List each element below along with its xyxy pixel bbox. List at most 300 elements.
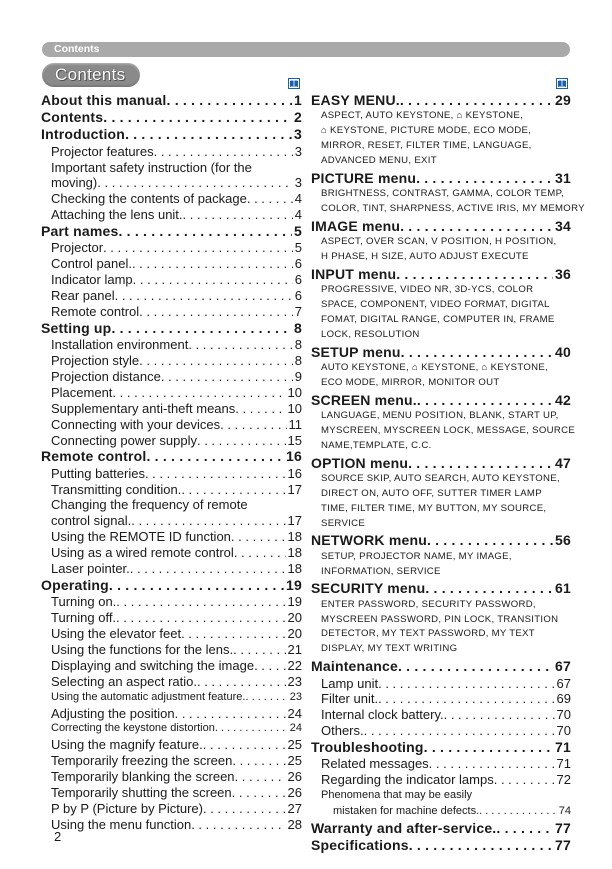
- description-line: SOURCE SKIP, AUTO SEARCH, AUTO KEYSTONE,: [321, 472, 560, 484]
- toc-subsection-entry[interactable]: [41, 817, 302, 833]
- toc-entry-title: Connecting power supply: [51, 432, 197, 448]
- toc-section-entry[interactable]: [311, 455, 571, 472]
- toc-page-number: 26: [287, 769, 302, 785]
- dot-leader: [181, 626, 285, 642]
- dot-leader: [232, 785, 286, 801]
- description-line: SETUP, PROJECTOR NAME, MY IMAGE,: [321, 550, 512, 562]
- toc-subsection-entry[interactable]: [41, 706, 302, 722]
- toc-entry-title: Selecting an aspect ratio.: [51, 673, 197, 689]
- toc-section-entry[interactable]: [41, 92, 302, 109]
- toc-subsection-entry[interactable]: [41, 385, 302, 401]
- toc-subsection-entry[interactable]: [41, 801, 302, 817]
- description-line: TIME, FILTER TIME, MY BUTTON, MY SOURCE,: [321, 502, 547, 514]
- toc-entry-title: mistaken for machine defects.: [333, 805, 480, 818]
- toc-page-number: 72: [556, 772, 571, 788]
- toc-entry-title: INPUT menu: [311, 265, 397, 282]
- dot-leader: [396, 266, 553, 283]
- dot-leader: [109, 577, 284, 594]
- toc-page-number: 8: [294, 337, 302, 353]
- toc-entry-title: Laser pointer.: [51, 561, 130, 577]
- toc-subsection-entry[interactable]: [41, 160, 302, 192]
- toc-entry-title: Temporarily blanking the screen: [51, 769, 235, 785]
- description-line: AUTO KEYSTONE, ⌂ KEYSTONE, ⌂ KEYSTONE,: [321, 361, 549, 373]
- toc-page-number: 22: [287, 657, 302, 673]
- toc-subsection-entry[interactable]: [311, 691, 571, 707]
- book-icon: [288, 78, 300, 89]
- toc-entry-title: About this manual: [41, 92, 167, 108]
- toc-section-entry[interactable]: [311, 532, 571, 549]
- dot-leader: [427, 532, 553, 549]
- toc-entry-title: Troubleshooting: [311, 739, 424, 756]
- dot-leader: [378, 691, 554, 707]
- toc-entry-title: SETUP menu: [311, 343, 401, 360]
- toc-page-number: 69: [556, 691, 571, 707]
- dot-leader: [139, 304, 293, 320]
- dot-leader: [197, 433, 286, 449]
- toc-page-number: 18: [287, 561, 302, 577]
- dot-leader: [125, 126, 292, 143]
- toc-entry-title: Indicator lamp: [51, 272, 133, 288]
- toc-entry-title: Contents: [41, 109, 104, 126]
- book-icon: [556, 78, 568, 89]
- toc-page-number: 34: [555, 217, 571, 234]
- toc-page-number: 17: [287, 513, 302, 529]
- dot-leader: [111, 320, 292, 337]
- toc-section-entry[interactable]: [311, 92, 571, 109]
- toc-entry-title: Related messages: [321, 756, 429, 772]
- toc-page-number: 16: [287, 465, 302, 481]
- toc-entry-title: Temporarily freezing the screen: [51, 753, 233, 769]
- menu-item-description: [311, 235, 571, 265]
- dot-leader: [235, 769, 286, 785]
- toc-entry-title: PICTURE menu: [311, 169, 417, 186]
- toc-page-number: 77: [555, 837, 571, 854]
- toc-subsection-entry[interactable]: [41, 658, 302, 674]
- toc-subsection-entry[interactable]: [41, 753, 302, 769]
- dot-leader: [175, 706, 286, 722]
- toc-page-number: 5: [294, 240, 302, 256]
- toc-page-number: 5: [294, 223, 302, 240]
- dot-leader: [118, 223, 292, 240]
- toc-page-number: 6: [294, 256, 302, 272]
- toc-section-entry[interactable]: [41, 126, 302, 143]
- page-number: 2: [54, 829, 62, 844]
- toc-entry-title: Specifications: [311, 837, 409, 854]
- description-line: DIRECT ON, AUTO OFF, SUTTER TIMER LAMP: [321, 487, 542, 499]
- toc-entry-title: Turning on.: [51, 594, 117, 610]
- section-header-bar: [42, 42, 570, 57]
- toc-entry-title: Projector: [51, 240, 104, 256]
- toc-entry-title: Temporarily shutting the screen: [51, 785, 232, 801]
- toc-page-number: 1: [294, 92, 302, 108]
- toc-page-number: 19: [286, 576, 302, 593]
- toc-page-number: 24: [287, 705, 302, 721]
- toc-subsection-entry[interactable]: [41, 191, 302, 207]
- menu-item-description: [311, 409, 576, 454]
- toc-subsection-entry[interactable]: [41, 272, 302, 288]
- toc-section-entry[interactable]: [311, 820, 571, 837]
- toc-entry-title: Connecting with your devices: [51, 416, 221, 432]
- toc-entry-title: Checking the contents of package: [51, 191, 247, 207]
- menu-item-description: [311, 361, 571, 391]
- toc-page-number: 71: [556, 756, 571, 772]
- toc-page-number: 4: [294, 191, 302, 207]
- toc-subsection-entry[interactable]: [311, 723, 571, 739]
- toc-entry-title: OPTION menu: [311, 454, 409, 471]
- toc-subsection-entry[interactable]: [41, 497, 302, 529]
- toc-section-entry[interactable]: [311, 392, 571, 409]
- dot-leader: [188, 337, 292, 353]
- toc-entry-title: Using as a wired remote control: [51, 545, 234, 561]
- toc-entry-title: Using the automatic adjustment feature.: [51, 690, 246, 703]
- toc-page-number: 6: [294, 288, 302, 304]
- description-line: ASPECT, OVER SCAN, V POSITION, H POSITION,: [321, 236, 557, 248]
- description-line: MYSCREEN, MYSCREEN LOCK, MESSAGE, SOURCE: [321, 424, 576, 436]
- toc-section-entry[interactable]: [311, 266, 571, 283]
- toc-subsection-entry[interactable]: [41, 785, 302, 801]
- toc-page-number: 42: [555, 391, 571, 408]
- toc-entry-title: Installation environment: [51, 337, 189, 353]
- toc-page-number: 10: [287, 400, 302, 416]
- dot-leader: [247, 191, 293, 207]
- toc-subsection-entry[interactable]: [41, 721, 302, 737]
- toc-page-number: 77: [555, 819, 571, 836]
- toc-page-number: 11: [288, 416, 302, 432]
- toc-subsection-entry[interactable]: [41, 304, 302, 320]
- toc-entry-title-line: Phenomena that may be easily: [321, 789, 473, 802]
- toc-section-entry[interactable]: [311, 837, 571, 854]
- toc-entry-title: Using the elevator feet: [51, 625, 182, 641]
- toc-subsection-entry[interactable]: [311, 772, 571, 788]
- toc-page-number: 28: [287, 816, 302, 832]
- toc-section-entry[interactable]: [311, 658, 571, 675]
- toc-page-number: 26: [287, 785, 302, 801]
- toc-page-number: 31: [555, 169, 571, 186]
- toc-page-number: 21: [287, 641, 302, 657]
- dot-leader: [234, 545, 286, 561]
- dot-leader: [191, 817, 285, 833]
- toc-subsection-entry[interactable]: [41, 369, 302, 385]
- toc-page-number: 4: [294, 207, 302, 223]
- toc-page-number: 67: [555, 658, 571, 675]
- dot-leader: [429, 756, 555, 772]
- toc-entry-title: Putting batteries: [51, 465, 145, 481]
- dot-leader: [444, 707, 555, 723]
- toc-page-number: 16: [286, 448, 302, 465]
- toc-page-number: 8: [294, 352, 302, 368]
- dot-leader: [146, 448, 284, 465]
- description-line: ASPECT, AUTO KEYSTONE, ⌂ KEYSTONE,: [321, 110, 524, 122]
- menu-item-description: [311, 598, 571, 658]
- toc-page-number: 71: [555, 739, 571, 756]
- dot-leader: [132, 256, 293, 272]
- description-line: ADVANCED MENU, EXIT: [321, 154, 437, 166]
- toc-subsection-entry[interactable]: [41, 482, 302, 498]
- toc-subsection-entry[interactable]: [41, 594, 302, 610]
- toc-page-number: 23: [289, 690, 302, 703]
- dot-leader: [231, 529, 286, 545]
- dot-leader: [496, 820, 553, 837]
- toc-section-entry[interactable]: [41, 223, 302, 240]
- toc-entry-title: control signal.: [51, 513, 132, 529]
- toc-page-number: 20: [287, 610, 302, 626]
- dot-leader: [203, 801, 286, 817]
- toc-page-number: 15: [287, 432, 302, 448]
- toc-entry-title: Supplementary anti-theft means: [51, 400, 236, 416]
- toc-subsection-entry[interactable]: [41, 433, 302, 449]
- menu-item-description: [311, 550, 571, 580]
- dot-leader: [130, 561, 286, 577]
- description-line: ⌂ KEYSTONE, PICTURE MODE, ECO MODE,: [321, 125, 532, 137]
- toc-page-number: 40: [555, 343, 571, 360]
- toc-section-entry[interactable]: [311, 218, 571, 235]
- menu-item-description: [311, 109, 571, 169]
- description-line: NAME,TEMPLATE, C.C.: [321, 439, 432, 451]
- toc-entry-title: Lamp unit: [321, 675, 379, 691]
- toc-page-number: 9: [294, 368, 302, 384]
- dot-leader: [479, 804, 557, 820]
- toc-page-number: 10: [287, 384, 302, 400]
- toc-subsection-entry[interactable]: [41, 690, 302, 706]
- dot-leader: [133, 272, 293, 288]
- toc-page-number: 8: [294, 319, 302, 336]
- toc-entry-title: Remote control: [41, 448, 147, 465]
- toc-page-number: 47: [555, 454, 571, 471]
- toc-subsection-entry[interactable]: [41, 417, 302, 433]
- toc-entry-title: Rear panel: [51, 288, 115, 304]
- toc-section-entry[interactable]: [311, 580, 571, 597]
- toc-right-column: [311, 92, 585, 854]
- toc-subsection-entry[interactable]: [41, 288, 302, 304]
- toc-entry-title: Control panel.: [51, 256, 132, 272]
- toc-page-number: 25: [287, 737, 302, 753]
- toc-subsection-entry[interactable]: [41, 610, 302, 626]
- description-line: INFORMATION, SERVICE: [321, 565, 441, 577]
- toc-entry-title: Placement: [51, 384, 113, 400]
- description-line: FOMAT, DIGITAL RANGE, COMPUTER IN, FRAME: [321, 313, 555, 325]
- dot-leader: [364, 723, 555, 739]
- toc-section-entry[interactable]: [311, 739, 571, 756]
- dot-leader: [103, 109, 292, 126]
- toc-subsection-entry[interactable]: [41, 674, 302, 690]
- description-line: DETECTOR, MY TEXT PASSWORD, MY TEXT: [321, 628, 535, 640]
- toc-page-number: 17: [287, 481, 302, 497]
- toc-entry-title: Using the functions for the lens.: [51, 641, 234, 657]
- description-line: LOCK, RESOLUTION: [321, 328, 420, 340]
- description-line: PROGRESSIVE, VIDEO NR, 3D-YCS, COLOR: [321, 284, 534, 296]
- dot-leader: [235, 401, 285, 417]
- dot-leader: [116, 594, 285, 610]
- description-line: SPACE, COMPONENT, VIDEO FORMAT, DIGITAL: [321, 298, 550, 310]
- dot-leader: [400, 218, 553, 235]
- toc-entry-title: Projection distance: [51, 368, 161, 384]
- dot-leader: [408, 455, 553, 472]
- toc-entry-title: Turning off.: [51, 610, 117, 626]
- dot-leader: [181, 482, 285, 498]
- dot-leader: [154, 144, 293, 160]
- toc-entry-title: Remote control: [51, 303, 140, 319]
- toc-left-column: [41, 92, 302, 833]
- dot-leader: [378, 676, 554, 692]
- dot-leader: [417, 392, 553, 409]
- toc-page-number: 25: [287, 753, 302, 769]
- toc-entry-title: Introduction: [41, 126, 126, 143]
- toc-section-entry[interactable]: [41, 577, 302, 594]
- toc-subsection-entry[interactable]: [41, 737, 302, 753]
- toc-page-number: 70: [556, 707, 571, 723]
- description-line: SERVICE: [321, 517, 366, 529]
- dot-leader: [97, 175, 293, 191]
- toc-page-number: 67: [556, 675, 571, 691]
- toc-entry-title: Internal clock battery.: [321, 707, 444, 723]
- toc-page-number: 3: [294, 175, 302, 191]
- toc-subsection-entry[interactable]: [41, 769, 302, 785]
- toc-page-number: 7: [294, 303, 302, 319]
- menu-item-description: [311, 472, 571, 532]
- description-line: ECO MODE, MIRROR, MONITOR OUT: [321, 376, 500, 388]
- dot-leader: [215, 721, 288, 737]
- dot-leader: [197, 674, 286, 690]
- toc-page-number: 70: [556, 723, 571, 739]
- dot-leader: [416, 170, 553, 187]
- dot-leader: [103, 240, 293, 256]
- description-line: BRIGHTNESS, CONTRAST, GAMMA, COLOR TEMP,: [321, 188, 564, 200]
- menu-item-description: [311, 283, 571, 343]
- toc-entry-title: Attaching the lens unit.: [51, 207, 183, 223]
- dot-leader: [139, 353, 293, 369]
- toc-subsection-entry[interactable]: [41, 401, 302, 417]
- toc-subsection-entry[interactable]: [41, 207, 302, 223]
- toc-page-number: 24: [289, 722, 302, 735]
- menu-item-description: [311, 187, 585, 217]
- toc-section-entry[interactable]: [311, 170, 571, 187]
- toc-page-number: 27: [287, 800, 302, 816]
- toc-subsection-entry[interactable]: [41, 626, 302, 642]
- toc-entry-title: Projection style: [51, 352, 140, 368]
- toc-page-number: 3: [294, 143, 302, 159]
- dot-leader: [112, 385, 285, 401]
- toc-entry-title: Correcting the keystone distortion: [51, 722, 215, 735]
- description-line: DISPLAY, MY TEXT WRITING: [321, 643, 458, 655]
- toc-page-number: 18: [287, 529, 302, 545]
- toc-entry-title: SECURITY menu: [311, 580, 426, 597]
- dot-leader: [203, 737, 286, 753]
- dot-leader: [167, 92, 292, 109]
- dot-leader: [245, 690, 287, 706]
- toc-subsection-entry[interactable]: [311, 788, 571, 820]
- toc-page-number: 18: [287, 545, 302, 561]
- dot-leader: [183, 207, 293, 223]
- toc-entry-title-line: Changing the frequency of remote: [51, 497, 248, 513]
- dot-leader: [145, 466, 286, 482]
- toc-subsection-entry[interactable]: [311, 756, 571, 772]
- page-title-badge: [42, 63, 140, 87]
- toc-subsection-entry[interactable]: [41, 256, 302, 272]
- toc-page-number: 56: [555, 532, 571, 549]
- dot-leader: [232, 753, 285, 769]
- toc-subsection-entry[interactable]: [41, 144, 302, 160]
- toc-entry-title: Others.: [321, 723, 364, 739]
- toc-entry-title-line: Important safety instruction (for the: [51, 159, 252, 175]
- toc-page-number: 61: [555, 580, 571, 597]
- toc-section-entry[interactable]: [311, 344, 571, 361]
- toc-entry-title: Displaying and switching the image: [51, 657, 255, 673]
- toc-entry-title: EASY MENU.: [311, 92, 400, 108]
- dot-leader: [409, 837, 553, 854]
- toc-page-number: 20: [287, 625, 302, 641]
- toc-subsection-entry[interactable]: [41, 466, 302, 482]
- dot-leader: [424, 739, 553, 756]
- toc-entry-title: P by P (Picture by Picture): [51, 800, 203, 816]
- dot-leader: [131, 513, 285, 529]
- toc-page-number: 19: [287, 594, 302, 610]
- toc-entry-title: Using the magnify feature.: [51, 737, 203, 753]
- dot-leader: [398, 658, 553, 675]
- toc-entry-title: Part names: [41, 223, 119, 240]
- toc-page-number: 74: [558, 805, 571, 818]
- toc-subsection-entry[interactable]: [41, 545, 302, 561]
- dot-leader: [220, 417, 286, 433]
- description-line: H PHASE, H SIZE, AUTO ADJUST EXECUTE: [321, 250, 529, 262]
- toc-entry-title: Maintenance: [311, 658, 398, 675]
- dot-leader: [401, 344, 553, 361]
- dot-leader: [425, 580, 553, 597]
- toc-page-number: 3: [294, 126, 302, 143]
- toc-section-entry[interactable]: [41, 320, 302, 337]
- toc-subsection-entry[interactable]: [41, 353, 302, 369]
- toc-subsection-entry[interactable]: [311, 707, 571, 723]
- dot-leader: [254, 658, 285, 674]
- toc-page-number: 29: [555, 92, 571, 108]
- toc-entry-title: Using the menu function: [51, 816, 192, 832]
- toc-page-number: 23: [287, 673, 302, 689]
- description-line: ENTER PASSWORD, SECURITY PASSWORD,: [321, 598, 536, 610]
- toc-section-entry[interactable]: [41, 448, 302, 465]
- dot-leader: [494, 772, 555, 788]
- toc-section-entry[interactable]: [41, 109, 302, 126]
- toc-subsection-entry[interactable]: [41, 642, 302, 658]
- toc-entry-title: Transmitting condition.: [51, 481, 182, 497]
- dot-leader: [233, 642, 285, 658]
- toc-subsection-entry[interactable]: [41, 529, 302, 545]
- page-title: Contents: [55, 65, 126, 84]
- toc-page-number: 2: [294, 109, 302, 126]
- toc-subsection-entry[interactable]: [41, 561, 302, 577]
- toc-entry-title: Regarding the indicator lamps: [321, 772, 494, 788]
- toc-entry-title: Setting up: [41, 319, 112, 336]
- toc-entry-title: NETWORK menu: [311, 532, 427, 549]
- toc-entry-title: Operating: [41, 576, 109, 593]
- toc-entry-title: IMAGE menu: [311, 217, 401, 234]
- description-line: MIRROR, RESET, FILTER TIME, LANGUAGE,: [321, 140, 532, 152]
- toc-entry-title: Projector features: [51, 143, 154, 159]
- toc-page-number: 6: [294, 272, 302, 288]
- toc-entry-title: SCREEN menu.: [311, 391, 417, 408]
- dot-leader: [161, 369, 293, 385]
- toc-entry-title: Using the REMOTE ID function: [51, 529, 231, 545]
- toc-entry-title: Adjusting the position: [51, 705, 175, 721]
- toc-subsection-entry[interactable]: [41, 337, 302, 353]
- description-line: MYSCREEN PASSWORD, PIN LOCK, TRANSITION: [321, 613, 559, 625]
- toc-subsection-entry[interactable]: [311, 676, 571, 692]
- description-line: COLOR, TINT, SHARPNESS, ACTIVE IRIS, MY MEMORY: [321, 202, 585, 214]
- toc-subsection-entry[interactable]: [41, 240, 302, 256]
- toc-entry-title: moving): [51, 175, 98, 191]
- dot-leader: [115, 288, 293, 304]
- section-tab-label: Contents: [54, 43, 100, 55]
- toc-entry-title: Filter unit.: [321, 691, 379, 707]
- description-line: LANGUAGE, MENU POSITION, BLANK, START UP,: [321, 409, 559, 421]
